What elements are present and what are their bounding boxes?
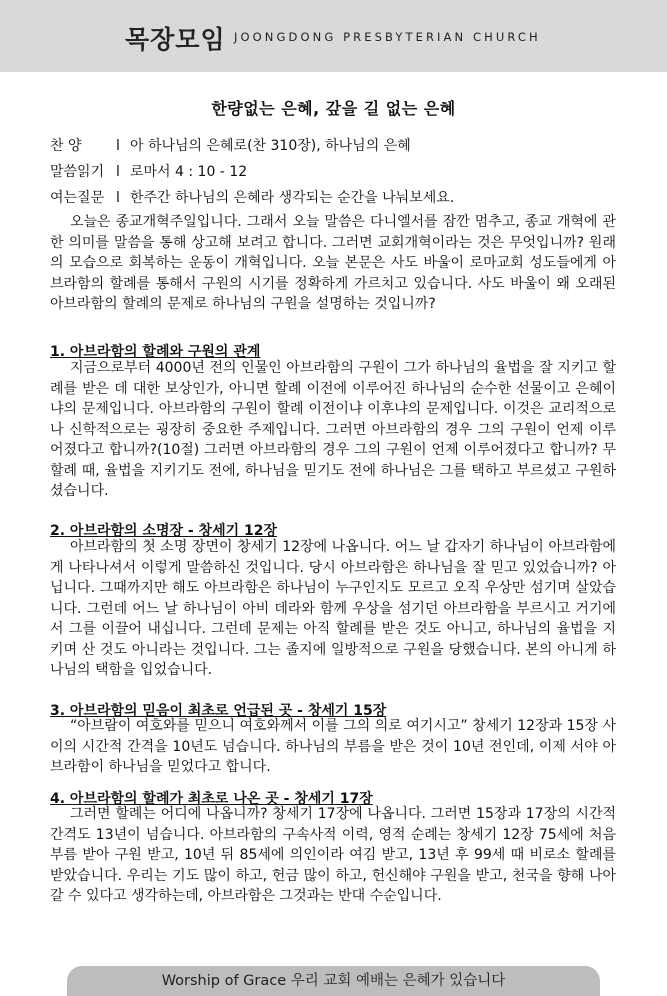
info-separator: l xyxy=(116,190,120,206)
header-title: 목장모임 xyxy=(125,25,226,54)
page-header xyxy=(0,0,667,72)
section-heading-1: 1. 아브라함의 할례와 구원의 관계 xyxy=(50,344,261,360)
info-row-question xyxy=(50,187,454,207)
section-heading-4: 4. 아브라함의 할례가 최초로 나온 곳 - 창세기 17장 xyxy=(50,791,373,807)
info-separator: l xyxy=(116,164,120,180)
section-heading-2: 2. 아브라함의 소명장 - 창세기 12장 xyxy=(50,523,278,539)
section-body-3: “아브람이 여호와를 믿으니 여호와께서 이를 그의 의로 여기시고” 창세기 12장과 15장 사이의 시간적 간격을 10년도 넘습니다. 하나님의 부름을 받은 것이 10년 전인데, 이제 서야 아브라함이 하나님을 믿었다고 합니다. xyxy=(50,718,616,775)
section-heading-3: 3. 아브라함의 믿음이 최초로 언급된 곳 - 창세기 15장 xyxy=(50,703,387,719)
info-label: 말씀읽기 xyxy=(50,164,105,180)
info-label: 찬 양 xyxy=(50,138,82,154)
info-row-reading xyxy=(50,161,247,181)
info-label: 여는질문 xyxy=(50,190,105,206)
section-body-2: 아브라함의 첫 소명 장면이 창세기 12장에 나옵니다. 어느 날 갑자기 하나님이 아브라함에게 나타나셔서 이렇게 말씀하신 것입니다. 당시 아브라함은 하나님을 잘 믿고 있었습니까? 아닙니다. 그때까지만 해도 아브라함은 하나님이 누구인지도 모르고 오직 우상만 섬기며 살았습니다. 그런데 어느 날 하나님이 아비 데라와 함께 우상을 섬기던 아브라함을 부르시고 거기에서 그를 이끌어 내십니다. 그런데 문제는 아직 할례를 받은 것도 아니고, 하나님의 율법을 지키며 산 것도 아니라는 것입니다. 그는 졸지에 일방적으로 구원을 당했습니다. 본의 아니게 하나님의 택함을 입었습니다. xyxy=(50,539,616,678)
section-body-4: 그러면 할례는 어디에 나옵니까? 창세기 17장에 나옵니다. 그러면 15장과 17장의 시간적 간격도 13년이 넘습니다. 아브라함의 구속사적 이력, 영적 순례는 창세기 12장 75세에 처음 부름 받아 구원 받고, 10년 뒤 85세에 의인이라 여김 받고, 13년 후 99세 때 비로소 할례를 받았습니다. 우리는 기도 많이 하고, 헌금 많이 하고, 헌신해야 구원을 받고, 천국을 향해 나아갈 수 있다고 생각하는데, 아브라함은 그것과는 반대 수순입니다. xyxy=(50,806,616,904)
info-row-hymn xyxy=(50,135,411,155)
info-value: 한주간 하나님의 은혜라 생각되는 순간을 나눠보세요. xyxy=(130,190,455,206)
header-subtitle: JOONGDONG PRESBYTERIAN CHURCH xyxy=(234,30,541,44)
info-value: 아 하나님의 은혜로(찬 310장), 하나님의 은혜 xyxy=(130,138,411,154)
info-separator: l xyxy=(116,138,120,154)
intro-paragraph: 오늘은 종교개혁주일입니다. 그래서 오늘 말씀은 다니엘서를 잠깐 멈추고, 종교 개혁에 관한 의미를 말씀을 통해 상고해 보려고 합니다. 그러면 교회개혁이라는 것은 무엇입니까? 원래의 모습으로 회복하는 운동이 개혁입니다. 오늘 본문은 사도 바울이 로마교회 성도들에게 아브라함의 할례를 통해서 구원의 시기를 정확하게 가르치고 있습니다. 사도 바울이 왜 오래된 아브라함의 할례의 문제로 하나님의 구원을 설명하는 것입니까? xyxy=(50,214,616,312)
section-body-1: 지금으로부터 4000년 전의 인물인 아브라함의 구원이 그가 하나님의 율법을 잘 지키고 할례를 받은 데 대한 보상인가, 아니면 할례 이전에 이루어진 하나님의 순수한 선물이고 은혜이냐의 문제입니다. 아브라함의 구원이 할례 이전이냐 이후냐의 문제입니다. 이것은 교리적으로나 신학적으로는 굉장히 중요한 주제입니다. 그러면 아브라함의 경우 그의 구원이 언제 이루어졌다고 합니까?(10절) 그러면 아브라함의 경우 그의 구원이 언제 이루어졌다고 합니까? 무할례 때, 율법을 지키기도 전에, 하나님을 믿기도 전에 하나님은 그를 택하고 부르셨고 구원하셨습니다. xyxy=(50,360,616,499)
document-title: 한량없는 은혜, 갚을 길 없는 은혜 xyxy=(211,99,456,118)
info-value: 로마서 4 : 10 - 12 xyxy=(130,164,248,180)
footer-banner: Worship of Grace 우리 교회 예배는 은혜가 있습니다 xyxy=(67,966,600,996)
